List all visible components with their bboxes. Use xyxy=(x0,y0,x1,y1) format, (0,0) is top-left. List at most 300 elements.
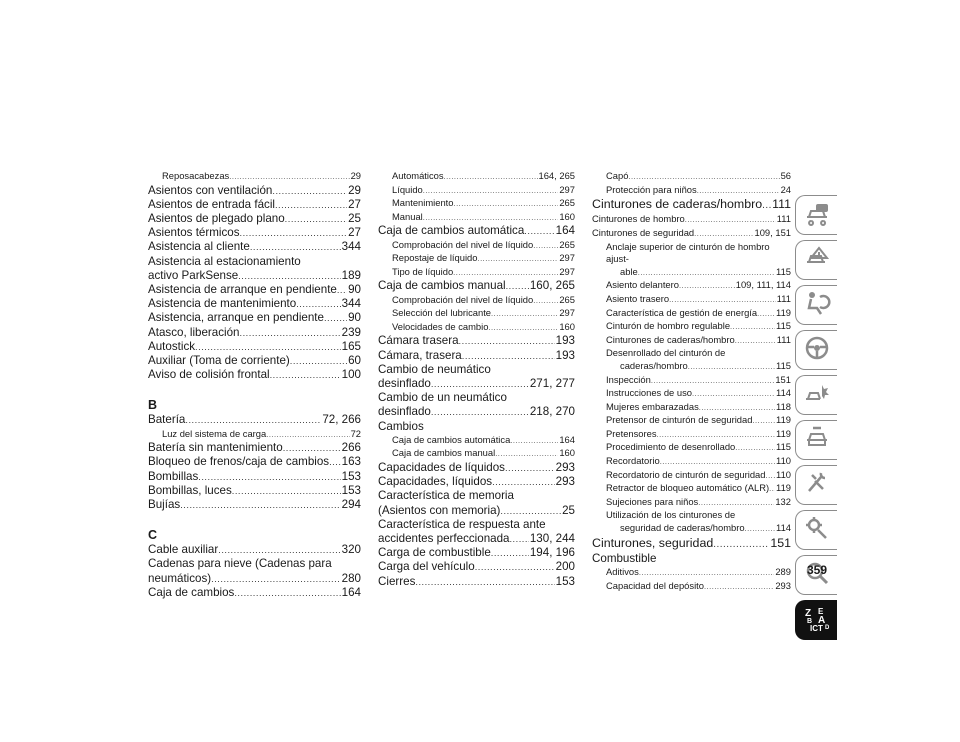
index-entry-page[interactable]: 193 xyxy=(555,334,575,348)
index-entry xyxy=(148,311,361,325)
leader-dots xyxy=(533,240,558,253)
leader-dots xyxy=(685,214,776,227)
index-entry xyxy=(378,279,575,293)
index-entry-label: Cinturones de hombro xyxy=(592,213,685,225)
index-entry xyxy=(148,340,361,354)
index-entry-label: Anclaje superior de cinturón de hombro ajust- xyxy=(606,240,770,265)
index-entry-label: Reposacabezas xyxy=(162,170,230,181)
index-entry-label: Tipo de líquido xyxy=(392,265,454,277)
page-number: 359 xyxy=(807,563,828,577)
index-entry-page[interactable]: 114 xyxy=(776,522,791,534)
index-entry-page[interactable]: 72, 266 xyxy=(322,413,361,427)
index-entry-page[interactable]: 115 xyxy=(776,359,791,371)
index-entry-page[interactable]: 115 xyxy=(776,265,791,277)
leader-dots xyxy=(477,253,558,266)
index-entry-label: caderas/hombro xyxy=(620,359,688,371)
index-entry-label: desinflado xyxy=(378,405,431,419)
index-entry xyxy=(592,428,791,442)
index-entry-label: Cable auxiliar xyxy=(148,543,219,557)
index-entry-label: Bujías xyxy=(148,498,181,512)
index-entry xyxy=(378,307,575,321)
index-entry xyxy=(592,227,791,241)
index-entry-page[interactable]: 153 xyxy=(555,574,575,588)
index-entry-label: Capó xyxy=(606,170,629,181)
leader-dots xyxy=(698,497,774,510)
index-entry xyxy=(378,560,575,574)
section-tab-8[interactable] xyxy=(795,510,837,550)
index-entry xyxy=(592,213,791,227)
index-entry xyxy=(378,321,575,335)
index-entry xyxy=(592,552,791,566)
leader-dots xyxy=(505,461,555,475)
index-entry-label: Sujeciones para niños xyxy=(606,495,699,507)
index-entry xyxy=(148,368,361,382)
leader-dots xyxy=(337,283,347,297)
leader-dots xyxy=(453,267,558,280)
index-entry-label: Asistencia de mantenimiento xyxy=(148,297,297,311)
index-entry xyxy=(378,504,575,518)
leader-dots xyxy=(679,280,735,293)
index-entry-page[interactable]: 160, 265 xyxy=(529,279,575,293)
index-entry-page[interactable]: 111 xyxy=(776,213,791,225)
airbag-seat-icon xyxy=(803,289,831,322)
index-entry xyxy=(148,240,361,254)
steering-wheel-icon xyxy=(803,334,831,367)
index-entry-page[interactable]: 115 xyxy=(776,320,791,332)
index-entry-label: Protección para niños xyxy=(606,183,697,195)
index-entry xyxy=(592,566,791,580)
index-entry-label: Asistencia de arranque en pendiente xyxy=(148,283,337,297)
index-entry-label: Cierres xyxy=(378,574,416,588)
index-entry-label: Recordatorio de cinturón de seguridad xyxy=(606,468,766,480)
index-entry xyxy=(148,557,361,571)
leader-dots xyxy=(757,308,775,321)
index-entry xyxy=(592,374,791,388)
index-entry-label: Utilización de los cinturones de xyxy=(606,509,736,521)
index-entry-page[interactable]: 90 xyxy=(348,311,361,325)
index-entry-label: Automáticos xyxy=(392,170,444,181)
index-entry xyxy=(148,354,361,368)
index-entry xyxy=(592,496,791,510)
index-entry-page[interactable]: 297 xyxy=(559,252,575,264)
leader-dots xyxy=(431,377,529,391)
index-entry xyxy=(592,334,791,348)
index-entry xyxy=(592,266,791,280)
index-entry-label: Repostaje de líquido xyxy=(392,252,478,264)
index-entry-page[interactable]: 100 xyxy=(341,368,361,382)
leader-dots xyxy=(195,340,341,354)
index-entry xyxy=(592,509,791,522)
svg-text:ICT: ICT xyxy=(809,623,823,632)
index-entry-page[interactable]: 164 xyxy=(559,433,575,445)
index-entry-page[interactable]: 151 xyxy=(775,373,791,385)
index-entry-page[interactable]: 193 xyxy=(555,348,575,362)
index-entry xyxy=(378,170,575,184)
index-entry xyxy=(378,420,575,434)
index-entry xyxy=(378,518,575,532)
index-entry xyxy=(592,387,791,401)
index-entry xyxy=(148,170,361,184)
index-entry-label: Cámara, trasera xyxy=(378,348,462,362)
index-entry-page[interactable]: 130, 244 xyxy=(529,531,575,545)
index-entry xyxy=(378,405,575,419)
index-entry xyxy=(148,428,361,442)
index-entry-page[interactable]: 293 xyxy=(775,579,791,591)
index-entry-page[interactable]: 165 xyxy=(341,339,361,353)
gear-wrench-icon xyxy=(803,514,831,547)
index-entry-page[interactable]: 265 xyxy=(559,197,575,209)
index-entry xyxy=(378,266,575,280)
alphabet-index-icon xyxy=(803,604,831,637)
index-entry-label: Asiento trasero xyxy=(606,292,670,304)
index-entry xyxy=(148,297,361,311)
index-entry-page[interactable]: 119 xyxy=(776,427,791,439)
index-entry-label: Cámara trasera xyxy=(378,334,459,348)
index-entry-label: Asistencia al cliente xyxy=(148,240,250,254)
index-entry-label: Cinturones, seguridad xyxy=(592,535,714,550)
leader-dots xyxy=(713,537,769,552)
leader-dots xyxy=(475,560,555,574)
svg-text:B: B xyxy=(806,617,812,625)
index-entry-label: Mantenimiento xyxy=(392,197,454,209)
index-entry xyxy=(592,441,791,455)
index-entry-label: Comprobación del nivel de líquido xyxy=(392,293,534,305)
leader-dots xyxy=(752,415,775,428)
leader-dots xyxy=(694,228,753,241)
index-entry-label: Procedimiento de desenrollado xyxy=(606,441,736,453)
index-entry-page[interactable]: 320 xyxy=(341,543,361,557)
index-entry xyxy=(592,320,791,334)
leader-dots xyxy=(491,546,529,560)
leader-dots xyxy=(657,429,776,442)
leader-dots xyxy=(697,185,780,198)
index-entry-label: (Asientos con memoria) xyxy=(378,503,501,517)
leader-dots xyxy=(651,375,775,388)
index-entry-page[interactable]: 56 xyxy=(780,170,791,181)
index-entry-page[interactable]: 109, 151 xyxy=(754,226,791,238)
index-entry-label: Cinturones de caderas/hombro xyxy=(592,197,763,212)
index-entry xyxy=(378,546,575,560)
leader-dots xyxy=(735,335,776,348)
index-entry-label: Caja de cambios xyxy=(148,585,235,599)
index-entry-label: Manual xyxy=(392,210,423,222)
index-entry-label: Aditivos xyxy=(606,566,639,578)
index-column-3 xyxy=(592,170,791,593)
index-entry-label: Característica de memoria xyxy=(378,489,514,503)
index-entry-page[interactable]: 289 xyxy=(775,566,791,578)
index-entry xyxy=(148,269,361,283)
section-tab-4[interactable] xyxy=(795,330,837,370)
index-entry xyxy=(148,543,361,557)
index-entry-page[interactable]: 25 xyxy=(348,212,361,225)
index-entry-page[interactable]: 111 xyxy=(776,292,791,304)
index-entry-label: Cinturones de seguridad xyxy=(592,226,695,238)
leader-dots xyxy=(272,184,347,198)
index-entry xyxy=(378,575,575,589)
leader-dots xyxy=(275,198,347,212)
index-entry xyxy=(592,197,791,213)
leader-dots xyxy=(735,442,775,455)
index-entry xyxy=(378,461,575,475)
leader-dots xyxy=(692,388,775,401)
leader-dots xyxy=(218,543,340,557)
leader-dots xyxy=(688,361,775,374)
index-entry-page[interactable]: 163 xyxy=(341,455,361,469)
leader-dots xyxy=(240,226,348,240)
leader-dots xyxy=(492,475,555,489)
leader-dots xyxy=(444,171,538,184)
leader-dots xyxy=(628,171,779,184)
index-entry-label: Asientos con ventilación xyxy=(148,183,273,197)
index-entry-label: activo ParkSense xyxy=(148,268,239,282)
index-entry-label: Líquido xyxy=(392,183,423,195)
index-entry xyxy=(378,224,575,238)
leader-dots xyxy=(500,504,561,518)
index-entry-page[interactable]: 115 xyxy=(776,441,791,453)
index-letter-heading: C xyxy=(148,528,158,543)
index-entry xyxy=(378,294,575,308)
index-entry xyxy=(148,198,361,212)
index-entry xyxy=(378,447,575,461)
index-entry-page[interactable]: 297 xyxy=(559,265,575,277)
index-entry-page[interactable]: 90 xyxy=(348,283,361,297)
index-entry-label: Capacidades de líquidos xyxy=(378,460,505,474)
index-entry-label: Comprobación del nivel de líquido xyxy=(392,238,534,250)
svg-text:A: A xyxy=(817,614,825,626)
index-entry-label: Desenrollado del cinturón de xyxy=(606,347,726,359)
index-entry xyxy=(592,360,791,374)
index-entry-label: Selección del lubricante xyxy=(392,307,492,319)
index-entry xyxy=(378,239,575,253)
index-entry-label: accidentes perfeccionada xyxy=(378,531,510,545)
leader-dots xyxy=(423,185,559,198)
index-entry-page[interactable]: 271, 277 xyxy=(529,376,575,390)
index-entry xyxy=(592,536,791,552)
leader-dots xyxy=(185,413,321,427)
index-entry-label: Pretensores xyxy=(606,427,657,439)
leader-dots xyxy=(250,240,341,254)
index-entry-label: Cambio de neumático xyxy=(378,362,491,376)
index-entry xyxy=(378,489,575,503)
index-column-2 xyxy=(378,170,575,589)
index-entry-page[interactable]: 29 xyxy=(348,183,361,197)
index-entry-page[interactable]: 294 xyxy=(341,498,361,512)
index-entry xyxy=(592,469,791,483)
index-entry-page[interactable]: 239 xyxy=(341,325,361,339)
tools-icon xyxy=(803,469,831,502)
index-entry xyxy=(592,580,791,594)
index-entry-label: able xyxy=(620,265,638,277)
svg-text:D: D xyxy=(824,624,829,631)
index-entry-label: Cinturones de caderas/hombro xyxy=(606,333,735,345)
index-entry-page[interactable]: 111 xyxy=(776,333,791,345)
leader-dots xyxy=(491,308,558,321)
index-entry-page[interactable]: 344 xyxy=(341,240,361,254)
index-entry-page[interactable]: 153 xyxy=(341,483,361,497)
index-entry-page[interactable]: 111 xyxy=(772,197,791,212)
index-entry xyxy=(592,347,791,360)
section-tab-6[interactable] xyxy=(795,420,837,460)
car-service-icon xyxy=(803,424,831,457)
index-entry-label: Aviso de colisión frontal xyxy=(148,368,270,382)
index-entry-page[interactable]: 109, 111, 114 xyxy=(735,279,791,291)
index-entry xyxy=(592,279,791,293)
section-tab-3[interactable] xyxy=(795,285,837,325)
index-entry-page[interactable]: 189 xyxy=(341,268,361,282)
index-entry-page[interactable]: 164 xyxy=(341,585,361,599)
leader-dots xyxy=(462,349,555,363)
section-tabs xyxy=(795,195,837,645)
index-entry xyxy=(592,414,791,428)
index-entry-page[interactable]: 27 xyxy=(348,197,361,211)
index-entry-label: Pretensor de cinturón de seguridad xyxy=(606,414,753,426)
index-entry-label: Cambios xyxy=(378,419,424,433)
index-entry-page[interactable]: 132 xyxy=(775,495,791,507)
index-entry-page[interactable]: 164, 265 xyxy=(538,170,575,181)
index-entry-page[interactable]: 110 xyxy=(776,455,791,467)
leader-dots xyxy=(211,572,341,586)
leader-dots xyxy=(238,269,340,283)
index-entry-label: Inspección xyxy=(606,373,651,385)
index-entry xyxy=(378,349,575,363)
index-entry-page[interactable]: 266 xyxy=(341,441,361,455)
index-entry xyxy=(592,170,791,184)
leader-dots xyxy=(533,295,558,308)
leader-dots xyxy=(699,402,775,415)
index-entry xyxy=(148,455,361,469)
index-entry-label: Característica de respuesta ante xyxy=(378,517,546,531)
index-entry xyxy=(148,572,361,586)
index-entry xyxy=(148,441,361,455)
index-entry-label: Cadenas para nieve (Cadenas para xyxy=(148,557,332,571)
leader-dots xyxy=(765,470,775,483)
index-entry-page[interactable]: 25 xyxy=(562,503,575,517)
index-entry-label: Cinturón de hombro regulable xyxy=(606,320,731,332)
index-entry-label: Batería xyxy=(148,413,186,427)
leader-dots xyxy=(524,224,554,238)
index-entry-label: seguridad de caderas/hombro xyxy=(620,522,745,534)
index-entry-label: neumáticos) xyxy=(148,571,212,585)
index-entry-label: Batería sin mantenimiento xyxy=(148,441,283,455)
index-entry-label: desinflado xyxy=(378,376,431,390)
index-entry-page[interactable]: 344 xyxy=(341,297,361,311)
index-entry-label: Mujeres embarazadas xyxy=(606,400,699,412)
section-tab-10[interactable] xyxy=(795,600,837,640)
index-entry-label: Asientos de plegado plano xyxy=(148,212,285,225)
index-entry-page[interactable]: 218, 270 xyxy=(529,405,575,419)
index-entry-page[interactable]: 200 xyxy=(555,560,575,574)
index-entry-label: Retractor de bloqueo automático (ALR) xyxy=(606,482,770,494)
section-tab-7[interactable] xyxy=(795,465,837,505)
leader-dots xyxy=(510,435,558,448)
section-tab-5[interactable] xyxy=(795,375,837,415)
leader-dots xyxy=(459,334,555,348)
index-entry-label: Bombillas xyxy=(148,469,199,483)
index-entry xyxy=(378,532,575,546)
index-entry-label: Capacidad del depósito xyxy=(606,579,704,591)
index-entry xyxy=(378,434,575,448)
leader-dots xyxy=(229,171,349,184)
index-entry-page[interactable]: 72 xyxy=(350,427,361,439)
car-dashboard-icon xyxy=(803,199,831,232)
index-entry xyxy=(378,391,575,405)
index-entry-page[interactable]: 119 xyxy=(776,482,791,494)
index-entry-page[interactable]: 119 xyxy=(776,306,791,318)
index-entry xyxy=(148,184,361,198)
index-entry-page[interactable]: 60 xyxy=(348,354,361,368)
index-entry xyxy=(148,484,361,498)
index-entry-page[interactable]: 27 xyxy=(348,226,361,240)
index-entry xyxy=(592,522,791,536)
index-entry xyxy=(592,307,791,321)
index-entry-label: Asientos de entrada fácil xyxy=(148,197,275,211)
leader-dots xyxy=(638,267,775,280)
leader-dots xyxy=(324,311,347,325)
index-entry-label: Autostick xyxy=(148,339,196,353)
section-tab-1[interactable] xyxy=(795,195,837,235)
index-entry-page[interactable]: 293 xyxy=(555,460,575,474)
index-entry-page[interactable]: 110 xyxy=(776,468,791,480)
leader-dots xyxy=(639,567,775,580)
index-entry xyxy=(592,401,791,415)
index-entry-page[interactable]: 118 xyxy=(776,400,791,412)
section-tab-2[interactable] xyxy=(795,240,837,280)
leader-dots xyxy=(454,198,559,211)
index-entry-page[interactable]: 280 xyxy=(341,571,361,585)
index-entry-page[interactable]: 265 xyxy=(559,238,575,250)
index-entry xyxy=(378,334,575,348)
leader-dots xyxy=(270,368,341,382)
index-entry xyxy=(148,226,361,240)
index-entry-page[interactable]: 265 xyxy=(559,293,575,305)
index-entry-page[interactable]: 160 xyxy=(559,210,575,222)
index-entry-label: Bombillas, luces xyxy=(148,483,232,497)
index-entry-page[interactable]: 160 xyxy=(559,447,575,459)
index-entry-page[interactable]: 24 xyxy=(780,183,791,195)
index-entry-page[interactable]: 153 xyxy=(341,469,361,483)
index-entry-page[interactable]: 297 xyxy=(559,183,575,195)
index-entry-label: Asistencia al estacionamiento xyxy=(148,254,301,268)
index-entry-label: Caja de cambios automática xyxy=(392,433,511,445)
index-letter-heading: B xyxy=(148,398,158,413)
car-warning-icon xyxy=(803,244,831,277)
index-entry xyxy=(148,212,361,226)
index-entry xyxy=(378,475,575,489)
index-entry-label: Asistencia, arranque en pendiente xyxy=(148,311,324,325)
leader-dots xyxy=(660,456,775,469)
index-entry-label: Atasco, liberación xyxy=(148,325,240,339)
leader-dots xyxy=(506,279,529,293)
index-entry-label: Bloqueo de frenos/caja de cambios xyxy=(148,455,330,469)
index-entry-page[interactable]: 114 xyxy=(776,387,791,399)
index-entry-label: Capacidades, líquidos xyxy=(378,475,493,489)
index-entry xyxy=(592,241,791,266)
leader-dots xyxy=(423,212,559,225)
leader-dots xyxy=(495,448,558,461)
index-entry-page[interactable]: 160 xyxy=(559,320,575,332)
index-entry-page[interactable]: 119 xyxy=(776,414,791,426)
index-entry-page[interactable]: 164 xyxy=(555,224,575,238)
index-entry-page[interactable]: 194, 196 xyxy=(529,546,575,560)
index-entry-page[interactable]: 151 xyxy=(770,535,791,550)
index-entry-label: Carga de combustible xyxy=(378,546,491,560)
leader-dots xyxy=(431,405,529,419)
index-entry-label: Recordatorio xyxy=(606,455,660,467)
index-entry xyxy=(592,293,791,307)
index-entry-page[interactable]: 297 xyxy=(559,307,575,319)
index-entry-page[interactable]: 29 xyxy=(350,170,361,181)
index-entry-page[interactable]: 293 xyxy=(555,475,575,489)
